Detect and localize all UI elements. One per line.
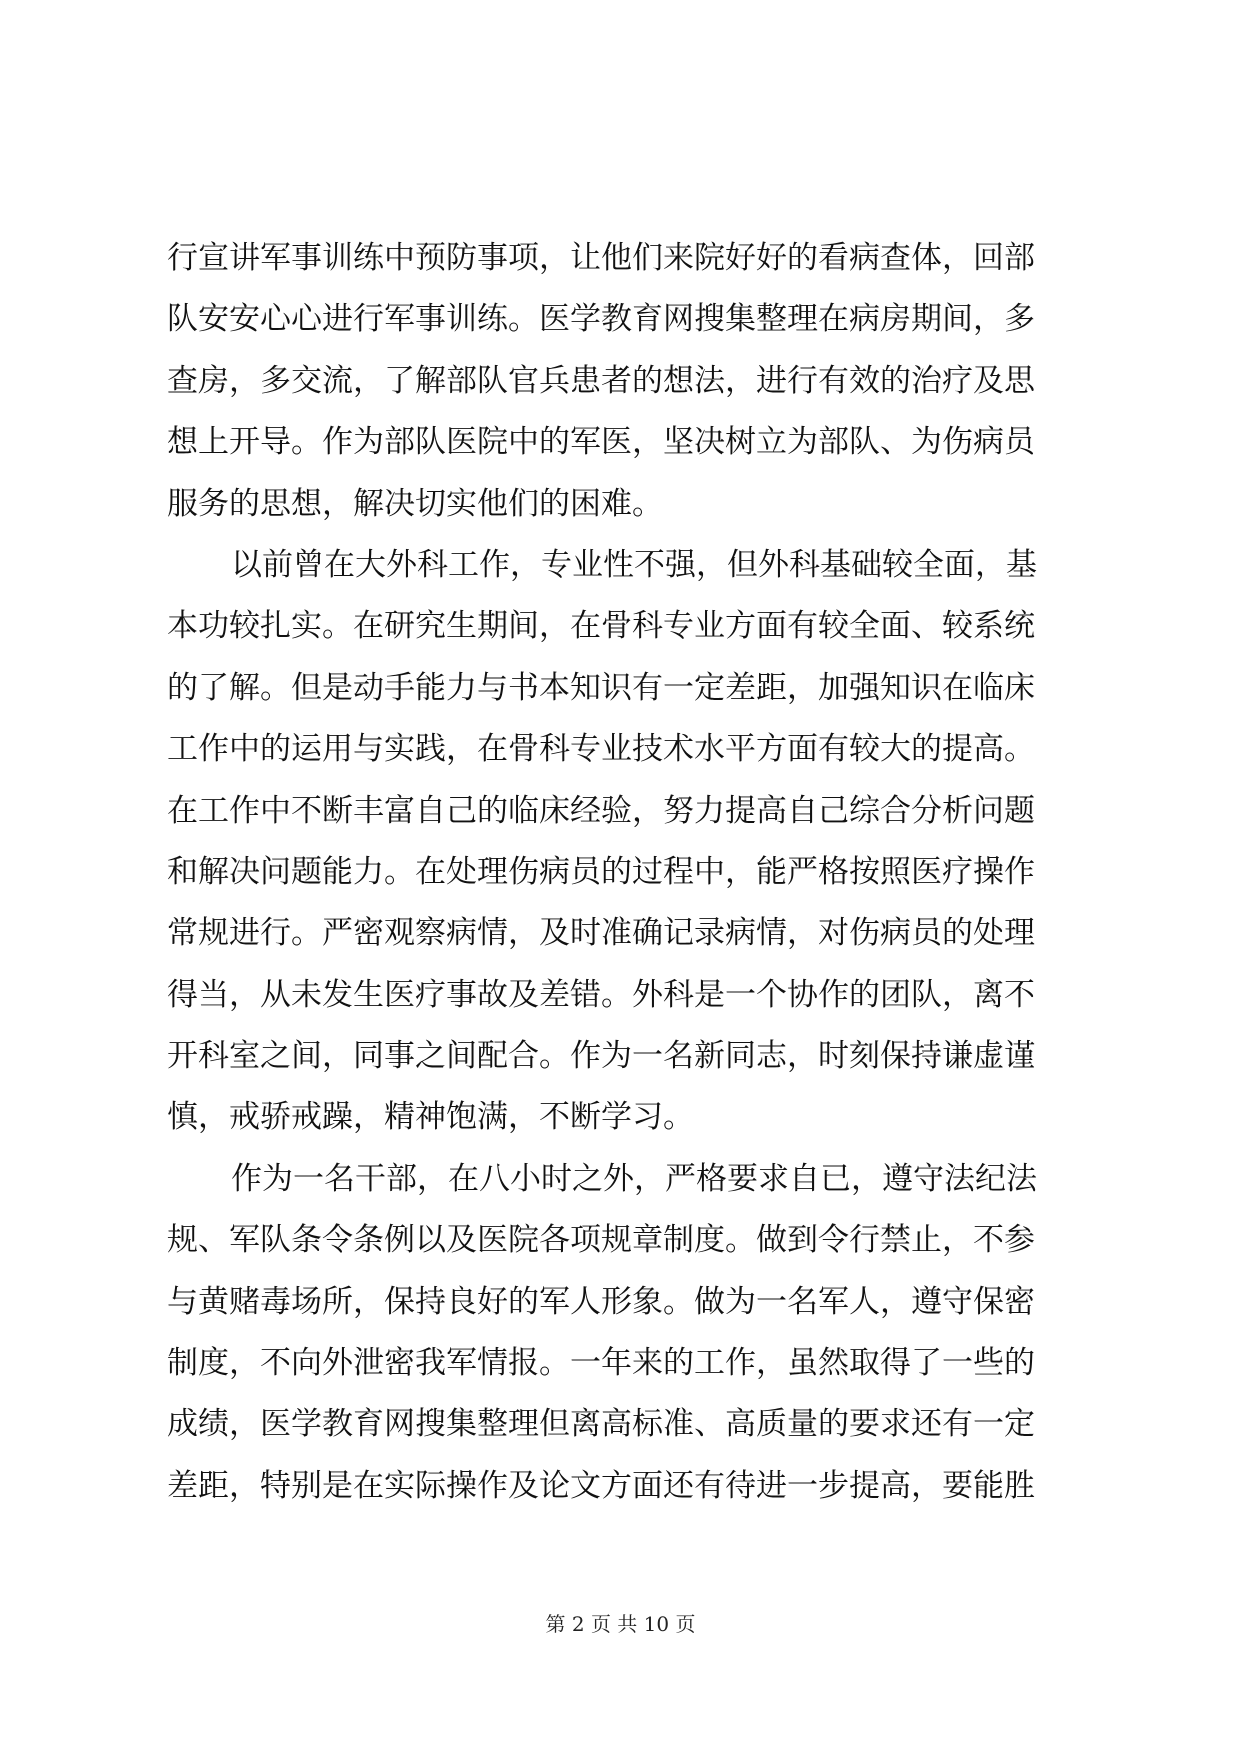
text-line: 在工作中不断丰富自己的临床经验，努力提高自己综合分析问题 [167, 792, 1035, 829]
text-line: 制度，不向外泄密我军情报。一年来的工作，虽然取得了一些的 [167, 1345, 1035, 1382]
text-line: 服务的思想，解决切实他们的困难。 [167, 485, 663, 522]
text-line: 成绩，医学教育网搜集整理但离高标准、高质量的要求还有一定 [167, 1406, 1035, 1443]
text-line: 本功较扎实。在研究生期间，在骨科专业方面有较全面、较系统 [167, 608, 1035, 645]
text-line: 和解决问题能力。在处理伤病员的过程中，能严格按照医疗操作 [167, 853, 1035, 890]
text-line: 差距，特别是在实际操作及论文方面还有待进一步提高，要能胜 [167, 1467, 1035, 1504]
text-line: 以前曾在大外科工作，专业性不强，但外科基础较全面，基 [231, 546, 1037, 583]
text-line: 作为一名干部，在八小时之外，严格要求自已，遵守法纪法 [231, 1160, 1037, 1197]
page-footer: 第 2 页 共 10 页 [545, 1612, 696, 1636]
text-line: 与黄赌毒场所，保持良好的军人形象。做为一名军人，遵守保密 [167, 1283, 1035, 1320]
text-line: 想上开导。作为部队医院中的军医，坚决树立为部队、为伤病员 [167, 424, 1035, 461]
body-text [167, 228, 1087, 1517]
text-line: 规、军队条令条例以及医院各项规章制度。做到令行禁止，不参 [167, 1222, 1035, 1259]
text-line: 查房，多交流，了解部队官兵患者的想法，进行有效的治疗及思 [167, 362, 1035, 399]
text-line: 得当，从未发生医疗事故及差错。外科是一个协作的团队，离不 [167, 976, 1035, 1013]
text-line: 行宣讲军事训练中预防事项，让他们来院好好的看病查体，回部 [167, 240, 1035, 276]
text-line: 的了解。但是动手能力与书本知识有一定差距，加强知识在临床 [167, 669, 1035, 706]
text-line: 慎，戒骄戒躁，精神饱满，不断学习。 [167, 1099, 694, 1136]
text-line: 工作中的运用与实践，在骨科专业技术水平方面有较大的提高。 [167, 731, 1035, 768]
text-line: 常规进行。严密观察病情，及时准确记录病情，对伤病员的处理 [167, 915, 1035, 952]
text-line: 队安安心心进行军事训练。医学教育网搜集整理在病房期间，多 [167, 301, 1035, 338]
text-line: 开科室之间，同事之间配合。作为一名新同志，时刻保持谦虚谨 [167, 1038, 1035, 1075]
